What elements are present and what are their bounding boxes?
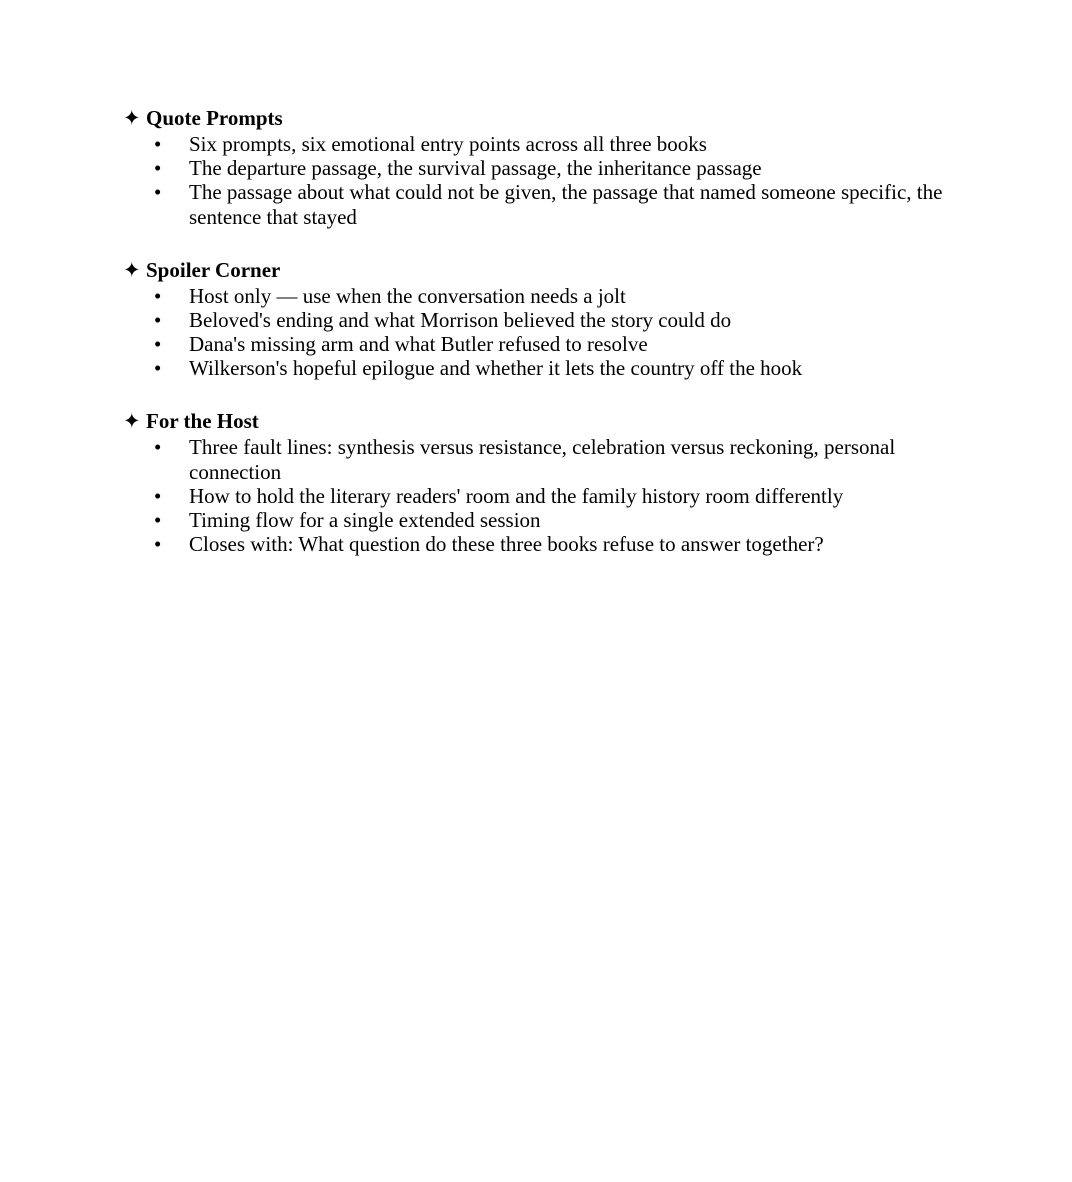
list-item-text: Wilkerson's hopeful epilogue and whether it lets the country off the hook: [189, 356, 803, 380]
bullet-icon: •: [154, 284, 162, 308]
list-item-text: Host only — use when the conversation needs a jolt: [189, 284, 626, 308]
bullet-icon: •: [154, 356, 162, 380]
list-item-text: How to hold the literary readers' room and the family history room differently: [189, 484, 844, 508]
bullet-list: [123, 284, 983, 381]
section-heading: [123, 407, 983, 435]
list-item: [123, 532, 983, 557]
section-heading: [123, 256, 983, 284]
list-item: [123, 508, 983, 533]
list-item: [123, 132, 983, 157]
list-item: [123, 308, 983, 333]
list-item-text: Three fault lines: synthesis versus resistance, celebration versus reckoning, personal connection: [189, 435, 896, 484]
list-item: [123, 180, 983, 230]
list-item-text: Beloved's ending and what Morrison believed the story could do: [189, 308, 732, 332]
bullet-icon: •: [154, 484, 162, 508]
list-item-text: Dana's missing arm and what Butler refused to resolve: [189, 332, 648, 356]
document-page: [123, 104, 983, 583]
list-item: [123, 484, 983, 509]
bullet-icon: •: [154, 132, 162, 156]
bullet-list: [123, 132, 983, 230]
bullet-icon: •: [154, 180, 162, 204]
bullet-icon: •: [154, 508, 162, 532]
four-point-star-icon: ✦: [123, 106, 141, 130]
list-item-text: The departure passage, the survival passage, the inheritance passage: [189, 156, 762, 180]
section-title: Quote Prompts: [146, 106, 283, 130]
section-for-the-host: [123, 407, 983, 557]
section-heading: [123, 104, 983, 132]
list-item-text: Six prompts, six emotional entry points across all three books: [189, 132, 707, 156]
list-item: [123, 332, 983, 357]
list-item-text: The passage about what could not be given, the passage that named someone specific, the sentence that stayed: [189, 180, 943, 229]
bullet-icon: •: [154, 156, 162, 180]
bullet-icon: •: [154, 308, 162, 332]
list-item-text: Timing flow for a single extended session: [189, 508, 541, 532]
bullet-icon: •: [154, 435, 162, 459]
section-quote-prompts: [123, 104, 983, 230]
bullet-list: [123, 435, 983, 557]
four-point-star-icon: ✦: [123, 258, 141, 282]
list-item: [123, 356, 983, 381]
list-item: [123, 435, 983, 485]
section-spoiler-corner: [123, 256, 983, 381]
list-item: [123, 156, 983, 181]
section-title: Spoiler Corner: [146, 258, 281, 282]
section-title: For the Host: [146, 409, 259, 433]
list-item: [123, 284, 983, 309]
list-item-text: Closes with: What question do these three books refuse to answer together?: [189, 532, 824, 556]
bullet-icon: •: [154, 332, 162, 356]
bullet-icon: •: [154, 532, 162, 556]
four-point-star-icon: ✦: [123, 409, 141, 433]
